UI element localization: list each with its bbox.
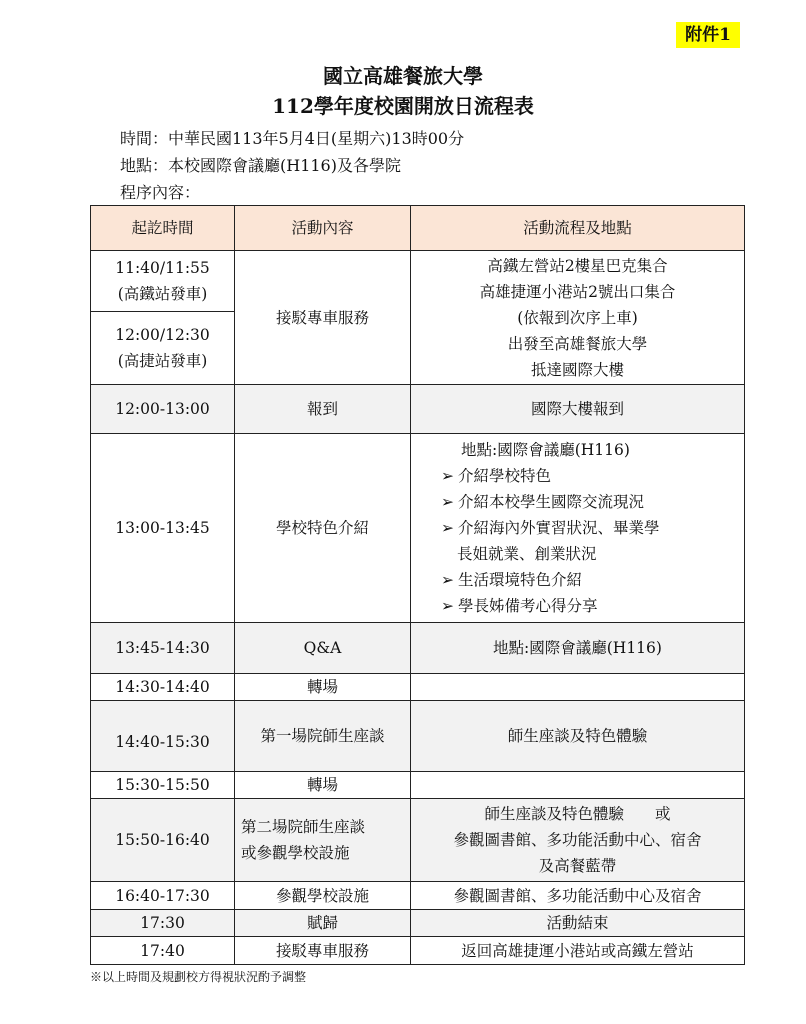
flow-line: 高鐵左營站2樓星巴克集合: [487, 256, 668, 275]
flow-line: (依報到次序上車): [517, 308, 638, 327]
place-line: 地點：本校國際會議廳(H116)及各學院: [120, 156, 401, 175]
time-cell: 16:40-17:30: [91, 882, 235, 910]
activity-cell: 轉場: [235, 674, 411, 701]
flow-bullet: ➢ 介紹海內外實習狀況、畢業學: [441, 519, 660, 537]
time-cell: 17:40: [91, 937, 235, 965]
flow-line: 出發至高雄餐旅大學: [507, 334, 648, 353]
time-line: 時間：中華民國113年5月4日(星期六)13時00分: [120, 129, 465, 148]
flow-bullet-continued: 長姐就業、創業狀況: [457, 545, 597, 563]
flow-cell: [411, 799, 745, 882]
flow-bullet: ➢ 學長姊備考心得分享: [441, 597, 598, 615]
table-row: [91, 799, 745, 882]
activity-cell: 學校特色介紹: [235, 434, 411, 623]
table-header-row: [91, 206, 745, 251]
table-row: [91, 882, 745, 910]
flow-line: 抵達國際大樓: [530, 360, 624, 379]
flow-cell: 師生座談及特色體驗: [411, 701, 745, 772]
flow-bullet: ➢ 介紹本校學生國際交流現況: [441, 493, 645, 511]
time-cell: 17:30: [91, 910, 235, 937]
attachment-label: 附件1: [676, 22, 740, 48]
program-label: 程序內容：: [120, 183, 201, 202]
table-row: [91, 674, 745, 701]
time-note: (高鐵站發車): [117, 285, 208, 303]
time-note: (高捷站發車): [117, 352, 208, 370]
table-row: [91, 251, 745, 312]
table-row: [91, 937, 745, 965]
flow-bullet: ➢ 生活環境特色介紹: [441, 571, 583, 589]
flow-cell: 活動結束: [411, 910, 745, 937]
flow-cell: [411, 674, 745, 701]
header-activity: 活動內容: [235, 206, 411, 251]
activity-cell: 參觀學校設施: [235, 882, 411, 910]
flow-line: 參觀圖書館、多功能活動中心、宿舍: [453, 831, 702, 849]
time-cell: 13:45-14:30: [91, 623, 235, 674]
table-row: [91, 910, 745, 937]
document-title: 國立高雄餐旅大學: [323, 64, 483, 88]
flow-cell: [411, 251, 745, 385]
flow-location: 地點:國際會議廳(H116): [461, 441, 630, 459]
activity-cell: 接駁專車服務: [235, 937, 411, 965]
activity-cell: 轉場: [235, 772, 411, 799]
time-cell: [91, 312, 235, 385]
time-value: 11:40/11:55: [115, 259, 210, 277]
time-cell: 14:30-14:40: [91, 674, 235, 701]
time-cell: 15:50-16:40: [91, 799, 235, 882]
footnote: ※以上時間及規劃校方得視狀況酌予調整: [90, 970, 307, 984]
activity-cell: 第一場院師生座談: [235, 701, 411, 772]
flow-line: 及高餐藍帶: [538, 857, 617, 875]
arrow-bullet-icon: ➢: [441, 493, 454, 511]
table-row: [91, 772, 745, 799]
table-row: [91, 623, 745, 674]
flow-bullet: ➢ 介紹學校特色: [441, 467, 552, 485]
flow-line: 高雄捷運小港站2號出口集合: [479, 282, 676, 301]
time-cell: 12:00-13:00: [91, 385, 235, 434]
activity-cell: 接駁專車服務: [235, 251, 411, 385]
arrow-bullet-icon: ➢: [441, 571, 454, 589]
flow-cell: 參觀圖書館、多功能活動中心及宿舍: [411, 882, 745, 910]
flow-cell: 地點:國際會議廳(H116): [411, 623, 745, 674]
table-row: [91, 385, 745, 434]
activity-cell: 賦歸: [235, 910, 411, 937]
table-row: [91, 701, 745, 772]
time-value: 12:00/12:30: [115, 326, 210, 344]
time-cell: 13:00-13:45: [91, 434, 235, 623]
activity-line: 第二場院師生座談: [241, 818, 366, 836]
time-cell: 15:30-15:50: [91, 772, 235, 799]
arrow-bullet-icon: ➢: [441, 467, 454, 485]
document-subtitle: 112學年度校園開放日流程表: [272, 94, 534, 118]
header-time: 起訖時間: [91, 206, 235, 251]
time-cell: [91, 251, 235, 312]
schedule-table: [90, 205, 745, 965]
time-cell: 14:40-15:30: [91, 701, 235, 772]
flow-cell: [411, 434, 745, 623]
activity-cell: 報到: [235, 385, 411, 434]
activity-cell: [235, 799, 411, 882]
flow-cell: 國際大樓報到: [411, 385, 745, 434]
arrow-bullet-icon: ➢: [441, 519, 454, 537]
header-flow: 活動流程及地點: [411, 206, 745, 251]
flow-cell: 返回高雄捷運小港站或高鐵左營站: [411, 937, 745, 965]
arrow-bullet-icon: ➢: [441, 597, 454, 615]
activity-cell: Q&A: [235, 623, 411, 674]
flow-line: 師生座談及特色體驗 或: [484, 805, 671, 823]
activity-line: 或參觀學校設施: [241, 844, 350, 862]
flow-cell: [411, 772, 745, 799]
table-row: [91, 434, 745, 623]
